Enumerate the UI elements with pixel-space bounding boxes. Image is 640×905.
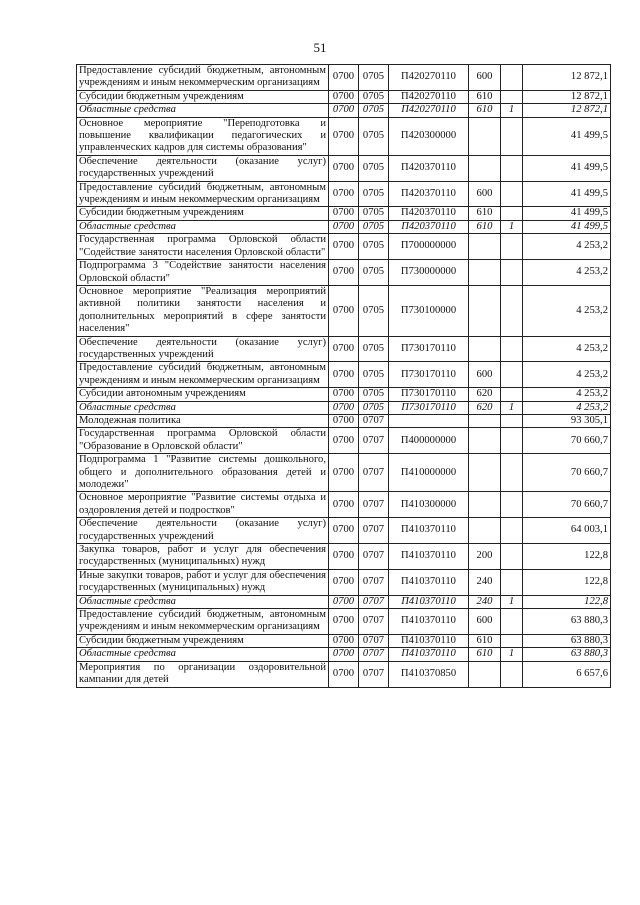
row-subsection-code: 0707 (359, 609, 389, 635)
row-target-article-code: П410370110 (389, 648, 469, 661)
row-name: Мероприятия по организации оздоровительной кампании для детей (77, 661, 329, 687)
row-funding-source-code (501, 181, 523, 207)
row-expense-type-code: 200 (469, 544, 501, 570)
table-row (77, 595, 611, 608)
row-expense-type-code (469, 428, 501, 454)
table-row (77, 569, 611, 595)
row-funding-source-code: 1 (501, 220, 523, 233)
row-amount: 6 657,6 (523, 661, 611, 687)
row-section-code: 0700 (329, 260, 359, 286)
row-amount: 4 253,2 (523, 260, 611, 286)
row-subsection-code: 0705 (359, 388, 389, 401)
row-target-article-code: П730170110 (389, 362, 469, 388)
row-section-code: 0700 (329, 609, 359, 635)
row-section-code: 0700 (329, 518, 359, 544)
row-name: Обеспечение деятельности (оказание услуг) государственных учреждений (77, 336, 329, 362)
row-funding-source-code (501, 155, 523, 181)
row-target-article-code: П400000000 (389, 428, 469, 454)
budget-table-body (77, 65, 611, 688)
row-name: Областные средства (77, 220, 329, 233)
row-name: Областные средства (77, 104, 329, 117)
row-target-article-code: П410300000 (389, 492, 469, 518)
row-name: Областные средства (77, 648, 329, 661)
row-name: Государственная программа Орловской области "Содействие занятости населения Орловской области" (77, 234, 329, 260)
row-subsection-code: 0705 (359, 65, 389, 91)
row-section-code: 0700 (329, 155, 359, 181)
row-name: Субсидии автономным учреждениям (77, 388, 329, 401)
row-section-code: 0700 (329, 595, 359, 608)
row-expense-type-code: 610 (469, 104, 501, 117)
row-name: Основное мероприятие "Переподготовка и повышение квалификации педагогических и управленческих кадров для системы образования" (77, 117, 329, 155)
table-row (77, 414, 611, 427)
row-subsection-code: 0707 (359, 595, 389, 608)
row-target-article-code (389, 414, 469, 427)
row-section-code: 0700 (329, 414, 359, 427)
table-row (77, 454, 611, 492)
row-expense-type-code: 240 (469, 569, 501, 595)
table-row (77, 181, 611, 207)
row-funding-source-code (501, 634, 523, 647)
row-amount: 4 253,2 (523, 388, 611, 401)
row-funding-source-code (501, 661, 523, 687)
row-subsection-code: 0707 (359, 569, 389, 595)
row-section-code: 0700 (329, 90, 359, 103)
row-subsection-code: 0705 (359, 362, 389, 388)
row-name: Предоставление субсидий бюджетным, автономным учреждениям и иным некоммерческим организациям (77, 609, 329, 635)
row-amount: 122,8 (523, 544, 611, 570)
row-amount: 41 499,5 (523, 155, 611, 181)
row-funding-source-code: 1 (501, 401, 523, 414)
row-funding-source-code (501, 428, 523, 454)
row-subsection-code: 0707 (359, 454, 389, 492)
row-expense-type-code (469, 661, 501, 687)
row-subsection-code: 0707 (359, 648, 389, 661)
row-target-article-code: П420270110 (389, 65, 469, 91)
row-subsection-code: 0705 (359, 260, 389, 286)
row-expense-type-code: 620 (469, 401, 501, 414)
row-subsection-code: 0707 (359, 428, 389, 454)
row-name: Областные средства (77, 401, 329, 414)
row-section-code: 0700 (329, 648, 359, 661)
row-expense-type-code (469, 285, 501, 336)
row-amount: 12 872,1 (523, 104, 611, 117)
table-row (77, 104, 611, 117)
row-funding-source-code (501, 388, 523, 401)
row-funding-source-code (501, 492, 523, 518)
row-funding-source-code: 1 (501, 104, 523, 117)
row-subsection-code: 0705 (359, 104, 389, 117)
row-name: Субсидии бюджетным учреждениям (77, 207, 329, 220)
row-amount: 70 660,7 (523, 428, 611, 454)
row-funding-source-code (501, 569, 523, 595)
row-expense-type-code: 610 (469, 90, 501, 103)
row-target-article-code: П420270110 (389, 90, 469, 103)
row-target-article-code: П420270110 (389, 104, 469, 117)
row-funding-source-code (501, 454, 523, 492)
row-name: Основное мероприятие "Реализация мероприятий активной политики занятости населения и дополнительных мероприятий в сфере занятости населения" (77, 285, 329, 336)
row-funding-source-code (501, 518, 523, 544)
row-expense-type-code (469, 518, 501, 544)
row-name: Субсидии бюджетным учреждениям (77, 90, 329, 103)
row-amount: 12 872,1 (523, 90, 611, 103)
row-expense-type-code: 610 (469, 648, 501, 661)
row-subsection-code: 0707 (359, 634, 389, 647)
table-row (77, 90, 611, 103)
table-row (77, 285, 611, 336)
row-amount: 70 660,7 (523, 454, 611, 492)
row-section-code: 0700 (329, 65, 359, 91)
row-amount: 70 660,7 (523, 492, 611, 518)
budget-table (76, 64, 611, 688)
row-expense-type-code: 240 (469, 595, 501, 608)
row-funding-source-code (501, 285, 523, 336)
row-section-code: 0700 (329, 388, 359, 401)
row-expense-type-code: 600 (469, 181, 501, 207)
row-name: Государственная программа Орловской области "Образование в Орловской области" (77, 428, 329, 454)
row-funding-source-code (501, 362, 523, 388)
row-subsection-code: 0705 (359, 220, 389, 233)
row-subsection-code: 0705 (359, 90, 389, 103)
row-funding-source-code (501, 65, 523, 91)
row-section-code: 0700 (329, 661, 359, 687)
row-amount: 4 253,2 (523, 401, 611, 414)
table-row (77, 634, 611, 647)
row-section-code: 0700 (329, 401, 359, 414)
row-target-article-code: П420370110 (389, 155, 469, 181)
row-expense-type-code: 610 (469, 220, 501, 233)
table-row (77, 401, 611, 414)
row-name: Предоставление субсидий бюджетным, автономным учреждениям и иным некоммерческим организациям (77, 181, 329, 207)
row-funding-source-code (501, 234, 523, 260)
table-row (77, 207, 611, 220)
table-row (77, 234, 611, 260)
row-expense-type-code: 620 (469, 388, 501, 401)
row-name: Обеспечение деятельности (оказание услуг) государственных учреждений (77, 518, 329, 544)
row-expense-type-code (469, 260, 501, 286)
table-row (77, 648, 611, 661)
row-target-article-code: П410370110 (389, 569, 469, 595)
row-expense-type-code: 610 (469, 634, 501, 647)
row-amount: 41 499,5 (523, 207, 611, 220)
row-section-code: 0700 (329, 117, 359, 155)
table-row (77, 609, 611, 635)
row-expense-type-code: 600 (469, 609, 501, 635)
row-name: Подпрограмма 1 "Развитие системы дошкольного, общего и дополнительного образования детей и молодежи" (77, 454, 329, 492)
row-section-code: 0700 (329, 104, 359, 117)
table-row (77, 362, 611, 388)
row-target-article-code: П700000000 (389, 234, 469, 260)
row-target-article-code: П410370850 (389, 661, 469, 687)
row-funding-source-code: 1 (501, 595, 523, 608)
row-expense-type-code (469, 336, 501, 362)
row-name: Областные средства (77, 595, 329, 608)
row-target-article-code: П410370110 (389, 634, 469, 647)
row-target-article-code: П730100000 (389, 285, 469, 336)
row-funding-source-code (501, 336, 523, 362)
table-row (77, 336, 611, 362)
row-name: Субсидии бюджетным учреждениям (77, 634, 329, 647)
row-target-article-code: П410370110 (389, 544, 469, 570)
table-row (77, 260, 611, 286)
row-section-code: 0700 (329, 336, 359, 362)
row-section-code: 0700 (329, 492, 359, 518)
row-subsection-code: 0705 (359, 155, 389, 181)
row-amount: 93 305,1 (523, 414, 611, 427)
row-amount: 4 253,2 (523, 285, 611, 336)
row-expense-type-code (469, 117, 501, 155)
row-amount: 122,8 (523, 595, 611, 608)
row-name: Иные закупки товаров, работ и услуг для обеспечения государственных (муниципальных) нужд (77, 569, 329, 595)
row-subsection-code: 0707 (359, 661, 389, 687)
row-amount: 4 253,2 (523, 234, 611, 260)
row-subsection-code: 0705 (359, 285, 389, 336)
row-target-article-code: П730170110 (389, 336, 469, 362)
row-funding-source-code (501, 117, 523, 155)
row-section-code: 0700 (329, 454, 359, 492)
row-target-article-code: П730170110 (389, 388, 469, 401)
row-funding-source-code (501, 260, 523, 286)
row-amount: 63 880,3 (523, 648, 611, 661)
row-expense-type-code: 600 (469, 65, 501, 91)
row-subsection-code: 0705 (359, 234, 389, 260)
row-section-code: 0700 (329, 181, 359, 207)
row-amount: 63 880,3 (523, 609, 611, 635)
table-row (77, 155, 611, 181)
table-row (77, 65, 611, 91)
row-subsection-code: 0707 (359, 414, 389, 427)
row-subsection-code: 0705 (359, 207, 389, 220)
table-row (77, 220, 611, 233)
row-target-article-code: П410370110 (389, 609, 469, 635)
row-expense-type-code (469, 155, 501, 181)
row-subsection-code: 0705 (359, 401, 389, 414)
table-row (77, 492, 611, 518)
row-amount: 41 499,5 (523, 117, 611, 155)
row-name: Предоставление субсидий бюджетным, автономным учреждениям и иным некоммерческим организациям (77, 65, 329, 91)
row-name: Молодежная политика (77, 414, 329, 427)
row-target-article-code: П730170110 (389, 401, 469, 414)
page-number: 51 (313, 40, 327, 55)
row-section-code: 0700 (329, 285, 359, 336)
table-row (77, 117, 611, 155)
table-row (77, 661, 611, 687)
row-expense-type-code: 600 (469, 362, 501, 388)
row-amount: 4 253,2 (523, 336, 611, 362)
row-section-code: 0700 (329, 544, 359, 570)
row-section-code: 0700 (329, 207, 359, 220)
row-section-code: 0700 (329, 234, 359, 260)
row-funding-source-code (501, 90, 523, 103)
row-name: Закупка товаров, работ и услуг для обеспечения государственных (муниципальных) нужд (77, 544, 329, 570)
row-amount: 63 880,3 (523, 634, 611, 647)
row-name: Основное мероприятие "Развитие системы отдыха и оздоровления детей и подростков" (77, 492, 329, 518)
row-name: Подпрограмма 3 "Содействие занятости населения Орловской области" (77, 260, 329, 286)
row-name: Предоставление субсидий бюджетным, автономным учреждениям и иным некоммерческим организациям (77, 362, 329, 388)
row-funding-source-code (501, 609, 523, 635)
table-row (77, 388, 611, 401)
table-row (77, 518, 611, 544)
row-section-code: 0700 (329, 634, 359, 647)
row-expense-type-code (469, 414, 501, 427)
table-row (77, 428, 611, 454)
row-amount: 12 872,1 (523, 65, 611, 91)
row-subsection-code: 0705 (359, 117, 389, 155)
row-funding-source-code (501, 414, 523, 427)
row-target-article-code: П410370110 (389, 518, 469, 544)
row-section-code: 0700 (329, 362, 359, 388)
row-expense-type-code (469, 234, 501, 260)
row-target-article-code: П420370110 (389, 181, 469, 207)
row-funding-source-code: 1 (501, 648, 523, 661)
row-amount: 41 499,5 (523, 181, 611, 207)
row-expense-type-code (469, 454, 501, 492)
row-amount: 4 253,2 (523, 362, 611, 388)
row-amount: 64 003,1 (523, 518, 611, 544)
row-section-code: 0700 (329, 569, 359, 595)
row-target-article-code: П410370110 (389, 595, 469, 608)
row-subsection-code: 0707 (359, 544, 389, 570)
row-subsection-code: 0707 (359, 492, 389, 518)
row-section-code: 0700 (329, 220, 359, 233)
row-amount: 41 499,5 (523, 220, 611, 233)
row-funding-source-code (501, 207, 523, 220)
row-subsection-code: 0705 (359, 181, 389, 207)
table-row (77, 544, 611, 570)
row-subsection-code: 0707 (359, 518, 389, 544)
row-subsection-code: 0705 (359, 336, 389, 362)
row-target-article-code: П410000000 (389, 454, 469, 492)
row-target-article-code: П730000000 (389, 260, 469, 286)
row-target-article-code: П420300000 (389, 117, 469, 155)
row-amount: 122,8 (523, 569, 611, 595)
row-section-code: 0700 (329, 428, 359, 454)
row-expense-type-code: 610 (469, 207, 501, 220)
row-target-article-code: П420370110 (389, 207, 469, 220)
row-name: Обеспечение деятельности (оказание услуг) государственных учреждений (77, 155, 329, 181)
row-target-article-code: П420370110 (389, 220, 469, 233)
row-expense-type-code (469, 492, 501, 518)
row-funding-source-code (501, 544, 523, 570)
